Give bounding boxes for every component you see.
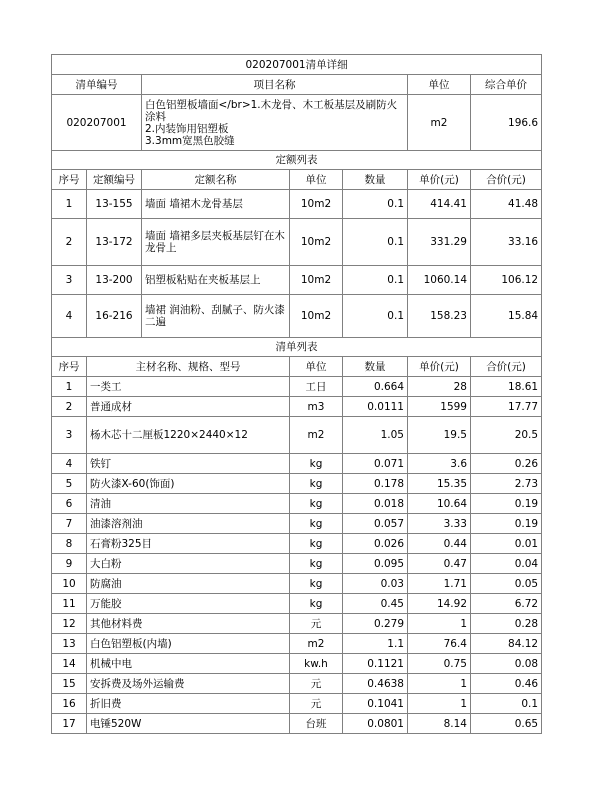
material-price: 0.47 — [408, 554, 471, 574]
material-qty: 0.45 — [343, 594, 408, 614]
material-unit-header: 单位 — [290, 357, 343, 377]
quota-unit: 10m2 — [290, 295, 343, 338]
material-total: 0.19 — [471, 514, 542, 534]
quota-row — [52, 295, 542, 338]
quota-total: 33.16 — [471, 219, 542, 266]
material-no: 17 — [52, 714, 87, 734]
material-no: 14 — [52, 654, 87, 674]
material-no: 6 — [52, 494, 87, 514]
material-row — [52, 694, 542, 714]
quota-code: 13-172 — [87, 219, 142, 266]
material-price: 0.44 — [408, 534, 471, 554]
quota-code-header: 定额编号 — [87, 170, 142, 190]
material-qty: 0.0111 — [343, 397, 408, 417]
material-qty: 0.1121 — [343, 654, 408, 674]
quota-row — [52, 266, 542, 295]
material-price: 19.5 — [408, 417, 471, 454]
quota-unit-header: 单位 — [290, 170, 343, 190]
quota-total-header: 合价(元) — [471, 170, 542, 190]
quota-qty: 0.1 — [343, 219, 408, 266]
material-unit: m3 — [290, 397, 343, 417]
material-qty: 0.095 — [343, 554, 408, 574]
material-unit: kg — [290, 494, 343, 514]
material-qty: 0.664 — [343, 377, 408, 397]
material-row — [52, 494, 542, 514]
quota-total: 106.12 — [471, 266, 542, 295]
material-qty: 0.4638 — [343, 674, 408, 694]
material-price: 1.71 — [408, 574, 471, 594]
material-no: 8 — [52, 534, 87, 554]
quota-price: 331.29 — [408, 219, 471, 266]
quota-qty-header: 数量 — [343, 170, 408, 190]
quota-no: 1 — [52, 190, 87, 219]
material-name: 杨木芯十二厘板1220×2440×12 — [87, 417, 290, 454]
quota-no-header: 序号 — [52, 170, 87, 190]
quota-name: 墙面 墙裙多层夹板基层钉在木龙骨上 — [142, 219, 290, 266]
material-price: 76.4 — [408, 634, 471, 654]
material-row — [52, 377, 542, 397]
material-name: 铁钉 — [87, 454, 290, 474]
material-row — [52, 554, 542, 574]
material-no: 16 — [52, 694, 87, 714]
quota-name: 墙裙 润油粉、刮腻子、防火漆二遍 — [142, 295, 290, 338]
bill-name-header: 项目名称 — [142, 75, 408, 95]
material-price: 3.6 — [408, 454, 471, 474]
material-name: 清油 — [87, 494, 290, 514]
material-qty: 0.057 — [343, 514, 408, 534]
quota-unit: 10m2 — [290, 266, 343, 295]
quota-row — [52, 219, 542, 266]
material-price: 1 — [408, 694, 471, 714]
material-unit: m2 — [290, 417, 343, 454]
material-unit: kg — [290, 454, 343, 474]
material-price: 1 — [408, 674, 471, 694]
material-name: 电锤520W — [87, 714, 290, 734]
material-name: 一类工 — [87, 377, 290, 397]
quota-qty: 0.1 — [343, 266, 408, 295]
bill-code: 020207001 — [52, 95, 142, 151]
bill-price: 196.6 — [471, 95, 542, 151]
material-total: 0.26 — [471, 454, 542, 474]
quota-total: 41.48 — [471, 190, 542, 219]
material-price: 14.92 — [408, 594, 471, 614]
material-name-header: 主材名称、规格、型号 — [87, 357, 290, 377]
quota-code: 13-200 — [87, 266, 142, 295]
bill-code-header: 清单编号 — [52, 75, 142, 95]
material-price: 28 — [408, 377, 471, 397]
material-row — [52, 534, 542, 554]
material-unit: kg — [290, 574, 343, 594]
material-section-title: 清单列表 — [52, 338, 542, 357]
material-unit: m2 — [290, 634, 343, 654]
bill-unit-header: 单位 — [408, 75, 471, 95]
material-row — [52, 634, 542, 654]
material-no: 9 — [52, 554, 87, 574]
material-total: 6.72 — [471, 594, 542, 614]
material-qty: 0.178 — [343, 474, 408, 494]
material-total: 84.12 — [471, 634, 542, 654]
material-no-header: 序号 — [52, 357, 87, 377]
material-total: 0.46 — [471, 674, 542, 694]
material-name: 机械中电 — [87, 654, 290, 674]
material-qty: 1.05 — [343, 417, 408, 454]
material-name: 石膏粉325目 — [87, 534, 290, 554]
material-no: 3 — [52, 417, 87, 454]
material-unit: 元 — [290, 614, 343, 634]
material-total: 0.01 — [471, 534, 542, 554]
material-total: 2.73 — [471, 474, 542, 494]
quota-name-header: 定额名称 — [142, 170, 290, 190]
quota-price: 158.23 — [408, 295, 471, 338]
material-total-header: 合价(元) — [471, 357, 542, 377]
quota-no: 4 — [52, 295, 87, 338]
material-price: 0.75 — [408, 654, 471, 674]
quota-code: 13-155 — [87, 190, 142, 219]
quota-qty: 0.1 — [343, 295, 408, 338]
material-total: 20.5 — [471, 417, 542, 454]
material-unit: kg — [290, 534, 343, 554]
quota-no: 3 — [52, 266, 87, 295]
material-row — [52, 674, 542, 694]
material-row — [52, 417, 542, 454]
quota-total: 15.84 — [471, 295, 542, 338]
bill-name: 白色铝塑板墙面</br>1.木龙骨、木工板基层及刷防火涂料 2.内装饰用铝塑板 3.3mm宽黑色胶缝 — [142, 95, 408, 151]
bill-detail-sheet — [51, 54, 541, 734]
material-unit: 元 — [290, 674, 343, 694]
quota-name: 铝塑板粘贴在夹板基层上 — [142, 266, 290, 295]
material-no: 1 — [52, 377, 87, 397]
quota-price-header: 单价(元) — [408, 170, 471, 190]
material-name: 安拆费及场外运输费 — [87, 674, 290, 694]
material-qty: 1.1 — [343, 634, 408, 654]
material-price: 10.64 — [408, 494, 471, 514]
material-row — [52, 574, 542, 594]
quota-name: 墙面 墙裙木龙骨基层 — [142, 190, 290, 219]
material-name: 折旧费 — [87, 694, 290, 714]
material-unit: kg — [290, 474, 343, 494]
material-qty: 0.279 — [343, 614, 408, 634]
material-no: 13 — [52, 634, 87, 654]
material-no: 15 — [52, 674, 87, 694]
material-name: 其他材料费 — [87, 614, 290, 634]
material-row — [52, 654, 542, 674]
material-row — [52, 454, 542, 474]
material-qty-header: 数量 — [343, 357, 408, 377]
material-row — [52, 594, 542, 614]
material-total: 0.05 — [471, 574, 542, 594]
quota-no: 2 — [52, 219, 87, 266]
material-name: 普通成材 — [87, 397, 290, 417]
material-total: 0.1 — [471, 694, 542, 714]
quota-section-title: 定额列表 — [52, 151, 542, 170]
material-total: 0.28 — [471, 614, 542, 634]
material-no: 2 — [52, 397, 87, 417]
material-unit: kg — [290, 554, 343, 574]
material-unit: 元 — [290, 694, 343, 714]
material-no: 12 — [52, 614, 87, 634]
bill-unit: m2 — [408, 95, 471, 151]
material-name: 防腐油 — [87, 574, 290, 594]
material-price: 1599 — [408, 397, 471, 417]
material-row — [52, 514, 542, 534]
material-unit: 台班 — [290, 714, 343, 734]
material-unit: kg — [290, 594, 343, 614]
material-no: 11 — [52, 594, 87, 614]
material-price: 3.33 — [408, 514, 471, 534]
material-total: 18.61 — [471, 377, 542, 397]
material-total: 0.08 — [471, 654, 542, 674]
material-no: 10 — [52, 574, 87, 594]
material-unit: kw.h — [290, 654, 343, 674]
material-qty: 0.026 — [343, 534, 408, 554]
material-unit: kg — [290, 514, 343, 534]
material-price: 15.35 — [408, 474, 471, 494]
material-qty: 0.018 — [343, 494, 408, 514]
quota-qty: 0.1 — [343, 190, 408, 219]
quota-price: 414.41 — [408, 190, 471, 219]
bill-price-header: 综合单价 — [471, 75, 542, 95]
material-name: 防火漆X-60(饰面) — [87, 474, 290, 494]
material-no: 4 — [52, 454, 87, 474]
material-row — [52, 397, 542, 417]
quota-row — [52, 190, 542, 219]
quota-unit: 10m2 — [290, 190, 343, 219]
material-total: 0.65 — [471, 714, 542, 734]
material-unit: 工日 — [290, 377, 343, 397]
material-qty: 0.0801 — [343, 714, 408, 734]
material-price-header: 单价(元) — [408, 357, 471, 377]
material-total: 17.77 — [471, 397, 542, 417]
material-qty: 0.071 — [343, 454, 408, 474]
material-name: 白色铝塑板(内墙) — [87, 634, 290, 654]
material-row — [52, 714, 542, 734]
material-row — [52, 474, 542, 494]
quota-unit: 10m2 — [290, 219, 343, 266]
material-price: 8.14 — [408, 714, 471, 734]
quota-price: 1060.14 — [408, 266, 471, 295]
sheet-title: 020207001清单详细 — [52, 55, 542, 75]
material-name: 大白粉 — [87, 554, 290, 574]
material-no: 5 — [52, 474, 87, 494]
material-total: 0.04 — [471, 554, 542, 574]
material-qty: 0.03 — [343, 574, 408, 594]
material-price: 1 — [408, 614, 471, 634]
material-no: 7 — [52, 514, 87, 534]
material-name: 油漆溶剂油 — [87, 514, 290, 534]
material-total: 0.19 — [471, 494, 542, 514]
bill-detail-table — [51, 54, 542, 734]
quota-code: 16-216 — [87, 295, 142, 338]
material-name: 万能胶 — [87, 594, 290, 614]
material-qty: 0.1041 — [343, 694, 408, 714]
material-row — [52, 614, 542, 634]
